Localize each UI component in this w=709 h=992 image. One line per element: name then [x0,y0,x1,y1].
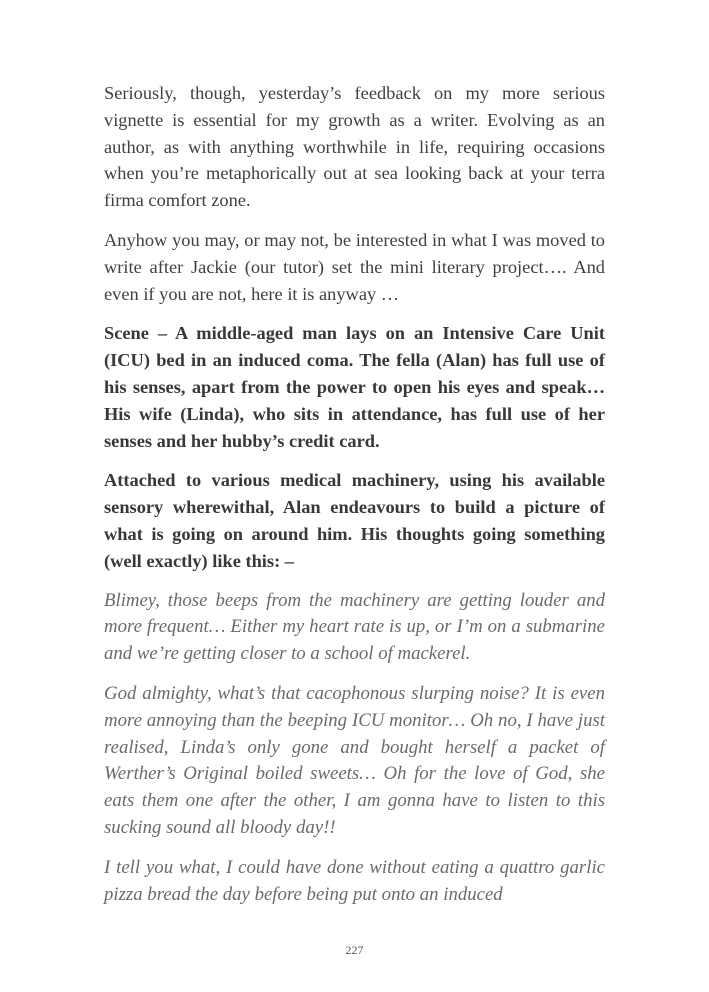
paragraph-gap [104,842,605,855]
paragraph-feedback: Seriously, though, yesterday’s feedback on my more serious vignette is essential for my growth as a writer. Evolving as an author, as with anything worthwhile in life, requiring occasions when you’re metaphorically out at sea looking back at your terra firma comfort zone. [104,83,605,211]
paragraph-gap [104,575,605,588]
paragraph-gap [104,214,605,227]
paragraph-slurping: God almighty, what’s that cacophonous slurping noise? It is even more annoying than the beeping ICU monitor… Oh no, I have just realised, Linda’s only gone and bought herself a packet of Werther’s Original boiled sweets… Oh for the love of God, she eats them one after the other, I am gonna have to listen to this sucking sound all bloody day!! [104,682,605,838]
page-body [104,80,605,908]
page-number: 227 [345,943,364,957]
paragraph-attached: Attached to various medical machinery, using his available sensory wherewithal, Alan endeavours to build a picture of what is going on around him. His thoughts going something (well exactly) like this: – [104,470,605,571]
paragraph-pizza: I tell you what, I could have done without eating a quattro garlic pizza bread the day before being put onto an induced [104,856,605,905]
paragraph-intro: Anyhow you may, or may not, be interested in what I was moved to write after Jackie (our tutor) set the mini literary project…. And even if you are not, here it is anyway … [104,229,605,304]
paragraph-scene: Scene – A middle-aged man lays on an Intensive Care Unit (ICU) bed in an induced coma. The fella (Alan) has full use of his senses, apart from the power to open his eyes and speak… His wife (Linda), who sits in attendance, has full use of her senses and her hubby’s credit card. [104,323,605,451]
paragraph-beeps: Blimey, those beeps from the machinery are getting louder and more frequent… Either my heart rate is up, or I’m on a submarine and we’re getting closer to a school of mackerel. [104,589,605,665]
paragraph-gap [104,307,605,320]
paragraph-gap [104,454,605,467]
paragraph-gap [104,668,605,681]
